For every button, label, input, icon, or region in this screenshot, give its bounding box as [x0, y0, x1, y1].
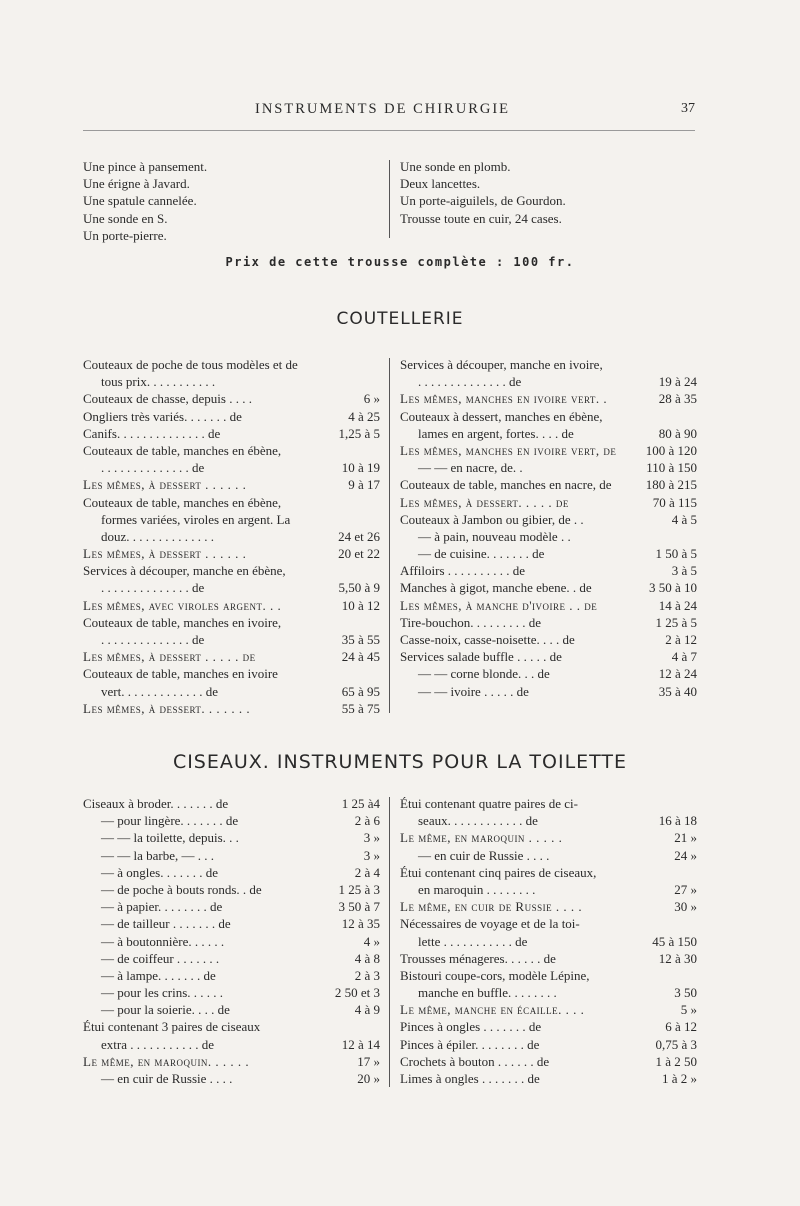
item-price: 3 50 à 7: [338, 899, 380, 915]
item-price: 4 à 8: [354, 950, 380, 966]
price-list-item: [400, 1070, 697, 1087]
item-description: Affiloirs . . . . . . . . . . de: [400, 563, 526, 579]
price-list-item: [400, 408, 697, 425]
price-list-item: [83, 597, 380, 614]
item-price: 100 à 120: [645, 442, 697, 458]
price-list-item: [83, 1001, 380, 1018]
price-list-item: [83, 1070, 380, 1087]
price-list-item: [83, 562, 380, 579]
item-description: seaux. . . . . . . . . . . . de: [418, 813, 538, 829]
item-price: 2 à 3: [354, 967, 380, 983]
item-price: 80 à 90: [658, 425, 697, 441]
item-description: lette . . . . . . . . . . . de: [418, 933, 528, 949]
price-list-item: [83, 631, 380, 648]
item-price: 3 à 5: [671, 563, 697, 579]
item-price: 180 à 215: [645, 477, 697, 493]
item-description: Couteaux de table, manches en ivoire: [83, 666, 278, 682]
item-description: Les mêmes, avec viroles argent. . .: [83, 597, 282, 613]
item-description: — pour lingère. . . . . . . de: [101, 813, 239, 829]
price-list-item: [400, 356, 697, 373]
item-price: 24 »: [674, 847, 697, 863]
price-list-item: [400, 864, 697, 881]
item-price: 65 à 95: [341, 683, 380, 699]
item-description: Pinces à épiler. . . . . . . . de: [400, 1036, 540, 1052]
price-list-item: [83, 373, 380, 390]
list-item: Une sonde en plomb.: [400, 159, 511, 174]
coutellerie-list-right: [400, 356, 697, 700]
price-list-item: [83, 494, 380, 511]
list-item: Une sonde en S.: [83, 210, 168, 226]
item-description: — en cuir de Russie . . . .: [101, 1071, 233, 1086]
item-description: — à papier. . . . . . . . de: [101, 899, 223, 915]
item-price: 35 à 55: [341, 632, 380, 647]
item-description: — — la toilette, depuis. . .: [101, 830, 239, 846]
price-list-item: [83, 648, 380, 665]
price-list-item: [83, 665, 380, 682]
item-description: Les mêmes, à manche d'ivoire . . de: [400, 597, 598, 613]
price-list-item: [400, 984, 697, 1001]
item-description: Le même, en maroquin . . . . .: [400, 830, 563, 846]
item-description: Le même, en maroquin. . . . . .: [83, 1053, 250, 1069]
item-description: Services à découper, manche en ivoire,: [400, 357, 603, 372]
item-description: — pour les crins. . . . . .: [101, 985, 224, 1001]
item-description: — pour la soierie. . . . de: [101, 1002, 230, 1018]
price-list-item: [400, 597, 697, 614]
list-item: Un porte-aiguilels, de Gourdon.: [400, 193, 566, 209]
item-description: — à boutonnière. . . . . .: [101, 933, 225, 949]
item-description: Casse-noix, casse-noisette. . . . de: [400, 632, 575, 647]
price-list-item: [400, 579, 697, 596]
list-item: Trousse toute en cuir, 24 cases.: [400, 210, 562, 226]
running-title: INSTRUMENTS DE CHIRURGIE: [255, 101, 511, 117]
item-description: — en cuir de Russie . . . .: [418, 847, 550, 863]
item-description: Couteaux de table, manches en ivoire,: [83, 614, 282, 630]
item-price: 17 »: [357, 1053, 380, 1069]
item-price: 12 à 35: [341, 916, 380, 932]
price-list-item: [83, 984, 380, 1001]
price-list-item: [400, 562, 697, 579]
price-list-item: [400, 829, 697, 846]
item-price: 2 à 12: [665, 632, 697, 647]
item-price: 4 à 7: [671, 649, 697, 665]
item-description: vert. . . . . . . . . . . . . de: [101, 683, 218, 699]
item-price: 21 »: [674, 830, 697, 846]
item-description: Couteaux de table, manches en ébène,: [83, 442, 282, 458]
item-description: — de coiffeur . . . . . . .: [101, 950, 220, 966]
price-list-item: [400, 631, 697, 648]
item-price: 19 à 24: [658, 374, 697, 390]
price-list-item: [400, 390, 697, 407]
item-description: Crochets à bouton . . . . . . de: [400, 1053, 550, 1069]
item-price: 24 et 26: [338, 528, 380, 544]
price-list-item: [400, 511, 697, 528]
item-description: Tire-bouchon. . . . . . . . . de: [400, 614, 542, 630]
item-description: — de cuisine. . . . . . . de: [418, 546, 545, 562]
price-list-item: [83, 829, 380, 846]
price-list-item: [400, 665, 697, 682]
trousse-price: Prix de cette trousse complète : 100 fr.: [225, 255, 575, 269]
item-description: — de tailleur . . . . . . . de: [101, 916, 231, 932]
price-list-item: [400, 425, 697, 442]
item-description: tous prix. . . . . . . . . . .: [101, 374, 216, 390]
item-price: 28 à 35: [658, 391, 697, 407]
price-list-item: [83, 1018, 380, 1035]
item-description: Couteaux à dessert, manches en ébène,: [400, 408, 603, 424]
price-list-item: [400, 967, 697, 984]
price-list-item: [83, 700, 380, 717]
column-divider: [389, 358, 390, 713]
item-price: 4 à 25: [348, 408, 380, 424]
price-list-item: [400, 950, 697, 967]
price-list-item: [83, 442, 380, 459]
item-description: Ongliers très variés. . . . . . . de: [83, 408, 242, 424]
price-list-item: [83, 425, 380, 442]
item-price: 2 à 6: [354, 813, 380, 829]
item-description: Services à découper, manche en ébène,: [83, 563, 286, 579]
item-description: . . . . . . . . . . . . . . de: [418, 374, 522, 390]
price-list-item: [83, 950, 380, 967]
price-list-item: [400, 494, 697, 511]
item-description: Limes à ongles . . . . . . . de: [400, 1071, 540, 1086]
price-list-item: [83, 476, 380, 493]
trousse-list-right: [400, 158, 700, 227]
item-price: 1 à 2 »: [661, 1071, 697, 1086]
item-price: 6 à 12: [665, 1019, 697, 1035]
item-price: 14 à 24: [658, 597, 697, 613]
price-list-item: [400, 1053, 697, 1070]
list-item: Une spatule cannelée.: [83, 193, 197, 209]
column-divider: [389, 797, 390, 1087]
price-list-item: [83, 356, 380, 373]
section-title-coutellerie: COUTELLERIE: [336, 309, 464, 329]
item-description: — à pain, nouveau modèle . .: [418, 528, 571, 544]
item-description: Étui contenant 3 paires de ciseaux: [83, 1019, 261, 1035]
item-description: Trousses ménageres. . . . . . de: [400, 950, 556, 966]
price-list-item: [83, 881, 380, 898]
list-item: Une érigne à Javard.: [83, 176, 190, 192]
item-price: 12 à 24: [658, 666, 697, 682]
price-list-item: [83, 847, 380, 864]
item-description: . . . . . . . . . . . . . . de: [101, 580, 205, 596]
item-price: 1 à 2 50: [655, 1053, 697, 1069]
item-price: 0,75 à 3: [655, 1036, 697, 1052]
item-price: 55 à 75: [341, 700, 380, 716]
list-item: Une pince à pansement.: [83, 159, 208, 174]
item-description: Les mêmes, manches en ivoire vert. .: [400, 391, 608, 407]
item-description: Bistouri coupe-cors, modèle Lépine,: [400, 967, 590, 983]
item-description: manche en buffle. . . . . . . .: [418, 985, 557, 1001]
price-list-item: [83, 864, 380, 881]
price-list-item: [83, 1036, 380, 1053]
item-description: Couteaux de table, manches en nacre, de: [400, 477, 612, 493]
price-list-item: [83, 511, 380, 528]
coutellerie-list-left: [83, 356, 380, 717]
header-rule: [83, 130, 695, 131]
column-divider: [389, 160, 390, 238]
item-description: — de poche à bouts ronds. . de: [101, 881, 262, 897]
item-description: Couteaux de chasse, depuis . . . .: [83, 391, 252, 407]
list-item: Un porte-pierre.: [83, 227, 167, 243]
item-price: 20 et 22: [338, 546, 380, 562]
item-price: 4 à 9: [354, 1002, 380, 1018]
item-price: 12 à 14: [341, 1036, 380, 1052]
item-price: 1,25 à 5: [338, 425, 380, 441]
price-list-item: [83, 967, 380, 984]
price-list-item: [400, 881, 697, 898]
item-description: . . . . . . . . . . . . . . de: [101, 460, 205, 476]
price-list-item: [400, 812, 697, 829]
item-price: 27 »: [674, 881, 697, 897]
item-price: 70 à 115: [652, 494, 697, 510]
item-price: 2 à 4: [354, 864, 380, 880]
item-description: — — ivoire . . . . . de: [418, 683, 529, 699]
item-price: 1 25 à4: [341, 796, 380, 811]
item-description: . . . . . . . . . . . . . . de: [101, 632, 205, 647]
item-description: Couteaux de table, manches en ébène,: [83, 494, 282, 510]
price-list-item: [400, 545, 697, 562]
price-list-item: [400, 795, 697, 812]
item-description: en maroquin . . . . . . . .: [418, 881, 536, 897]
item-price: 45 à 150: [652, 933, 697, 949]
item-price: 3 50 à 10: [648, 580, 697, 596]
price-list-item: [83, 915, 380, 932]
item-price: 16 à 18: [658, 813, 697, 829]
item-price: 10 à 12: [341, 597, 380, 613]
item-price: 1 25 à 5: [655, 614, 697, 630]
price-list-item: [400, 373, 697, 390]
item-price: 4 »: [363, 933, 380, 949]
item-price: 12 à 30: [658, 950, 697, 966]
price-list-item: [400, 1018, 697, 1035]
item-price: 10 à 19: [341, 460, 380, 476]
price-list-item: [400, 933, 697, 950]
ciseaux-list-right: [400, 795, 697, 1087]
item-price: 30 »: [674, 899, 697, 915]
item-price: 1 50 à 5: [655, 546, 697, 562]
item-price: 2 50 et 3: [334, 985, 380, 1001]
item-description: Étui contenant cinq paires de ciseaux,: [400, 864, 597, 880]
price-list-item: [400, 648, 697, 665]
price-list-item: [83, 795, 380, 812]
item-description: Le même, en cuir de Russie . . . .: [400, 899, 583, 915]
item-description: Les mêmes, à dessert. . . . . . .: [83, 700, 251, 716]
price-list-item: [400, 915, 697, 932]
item-description: Pinces à ongles . . . . . . . de: [400, 1019, 542, 1035]
item-description: Canifs. . . . . . . . . . . . . . de: [83, 425, 221, 441]
item-description: Les mêmes, manches en ivoire vert, de: [400, 442, 617, 458]
item-description: Les mêmes, à dessert . . . . . .: [83, 546, 247, 562]
item-price: 1 25 à 3: [338, 881, 380, 897]
price-list-item: [400, 442, 697, 459]
item-description: Les mêmes, à dessert. . . . . de: [400, 494, 569, 510]
item-price: 6 »: [363, 391, 380, 407]
item-price: 3 »: [363, 847, 380, 863]
item-description: — — la barbe, — . . .: [101, 847, 215, 863]
item-description: Nécessaires de voyage et de la toi-: [400, 916, 580, 932]
item-description: — à ongles. . . . . . . de: [101, 864, 218, 880]
item-description: douz. . . . . . . . . . . . . .: [101, 528, 215, 544]
price-list-item: [400, 898, 697, 915]
item-price: 20 »: [357, 1071, 380, 1086]
item-description: Ciseaux à broder. . . . . . . de: [83, 796, 229, 811]
item-price: 110 à 150: [646, 460, 697, 476]
item-description: Le même, manche en écaille. . . .: [400, 1002, 585, 1018]
item-price: 9 à 17: [348, 477, 380, 493]
item-price: 5 »: [680, 1002, 697, 1018]
item-description: lames en argent, fortes. . . . de: [418, 425, 574, 441]
price-list-item: [400, 683, 697, 700]
price-list-item: [83, 390, 380, 407]
price-list-item: [400, 847, 697, 864]
item-price: 35 à 40: [658, 683, 697, 699]
item-description: Les mêmes, à dessert . . . . . de: [83, 649, 256, 665]
item-description: Manches à gigot, manche ebene. . de: [400, 580, 592, 596]
price-list-item: [400, 1036, 697, 1053]
item-price: 24 à 45: [341, 649, 380, 665]
price-list-item: [400, 1001, 697, 1018]
price-list-item: [400, 459, 697, 476]
price-list-item: [83, 614, 380, 631]
price-list-item: [83, 683, 380, 700]
item-description: — à lampe. . . . . . . de: [101, 967, 216, 983]
price-list-item: [83, 1053, 380, 1070]
item-price: 5,50 à 9: [338, 580, 380, 596]
price-list-item: [83, 898, 380, 915]
price-list-item: [83, 459, 380, 476]
item-description: Couteaux à Jambon ou gibier, de . .: [400, 511, 584, 527]
running-head: [0, 101, 800, 121]
item-description: extra . . . . . . . . . . . de: [101, 1036, 215, 1052]
item-price: 4 à 5: [671, 511, 697, 527]
price-list-item: [83, 579, 380, 596]
item-description: — — corne blonde. . . de: [418, 666, 550, 682]
price-list-item: [400, 528, 697, 545]
item-description: formes variées, viroles en argent. La: [101, 511, 291, 527]
item-price: 3 »: [363, 830, 380, 846]
price-list-item: [83, 933, 380, 950]
trousse-list-left: [83, 158, 383, 244]
item-description: Étui contenant quatre paires de ci-: [400, 796, 578, 811]
price-list-item: [83, 528, 380, 545]
item-price: 3 50: [674, 985, 697, 1001]
ciseaux-list-left: [83, 795, 380, 1087]
item-description: Services salade buffle . . . . . de: [400, 649, 562, 665]
list-item: Deux lancettes.: [400, 176, 481, 192]
item-description: — — en nacre, de. .: [418, 460, 523, 476]
section-title-ciseaux: CISEAUX. INSTRUMENTS POUR LA TOILETTE: [172, 751, 628, 773]
price-list-item: [83, 408, 380, 425]
item-description: Les mêmes, à dessert . . . . . .: [83, 477, 247, 493]
price-list-item: [83, 545, 380, 562]
page-number: 37: [681, 101, 695, 116]
price-list-item: [83, 812, 380, 829]
item-description: Couteaux de poche de tous modèles et de: [83, 357, 298, 372]
price-list-item: [400, 614, 697, 631]
price-list-item: [400, 476, 697, 493]
